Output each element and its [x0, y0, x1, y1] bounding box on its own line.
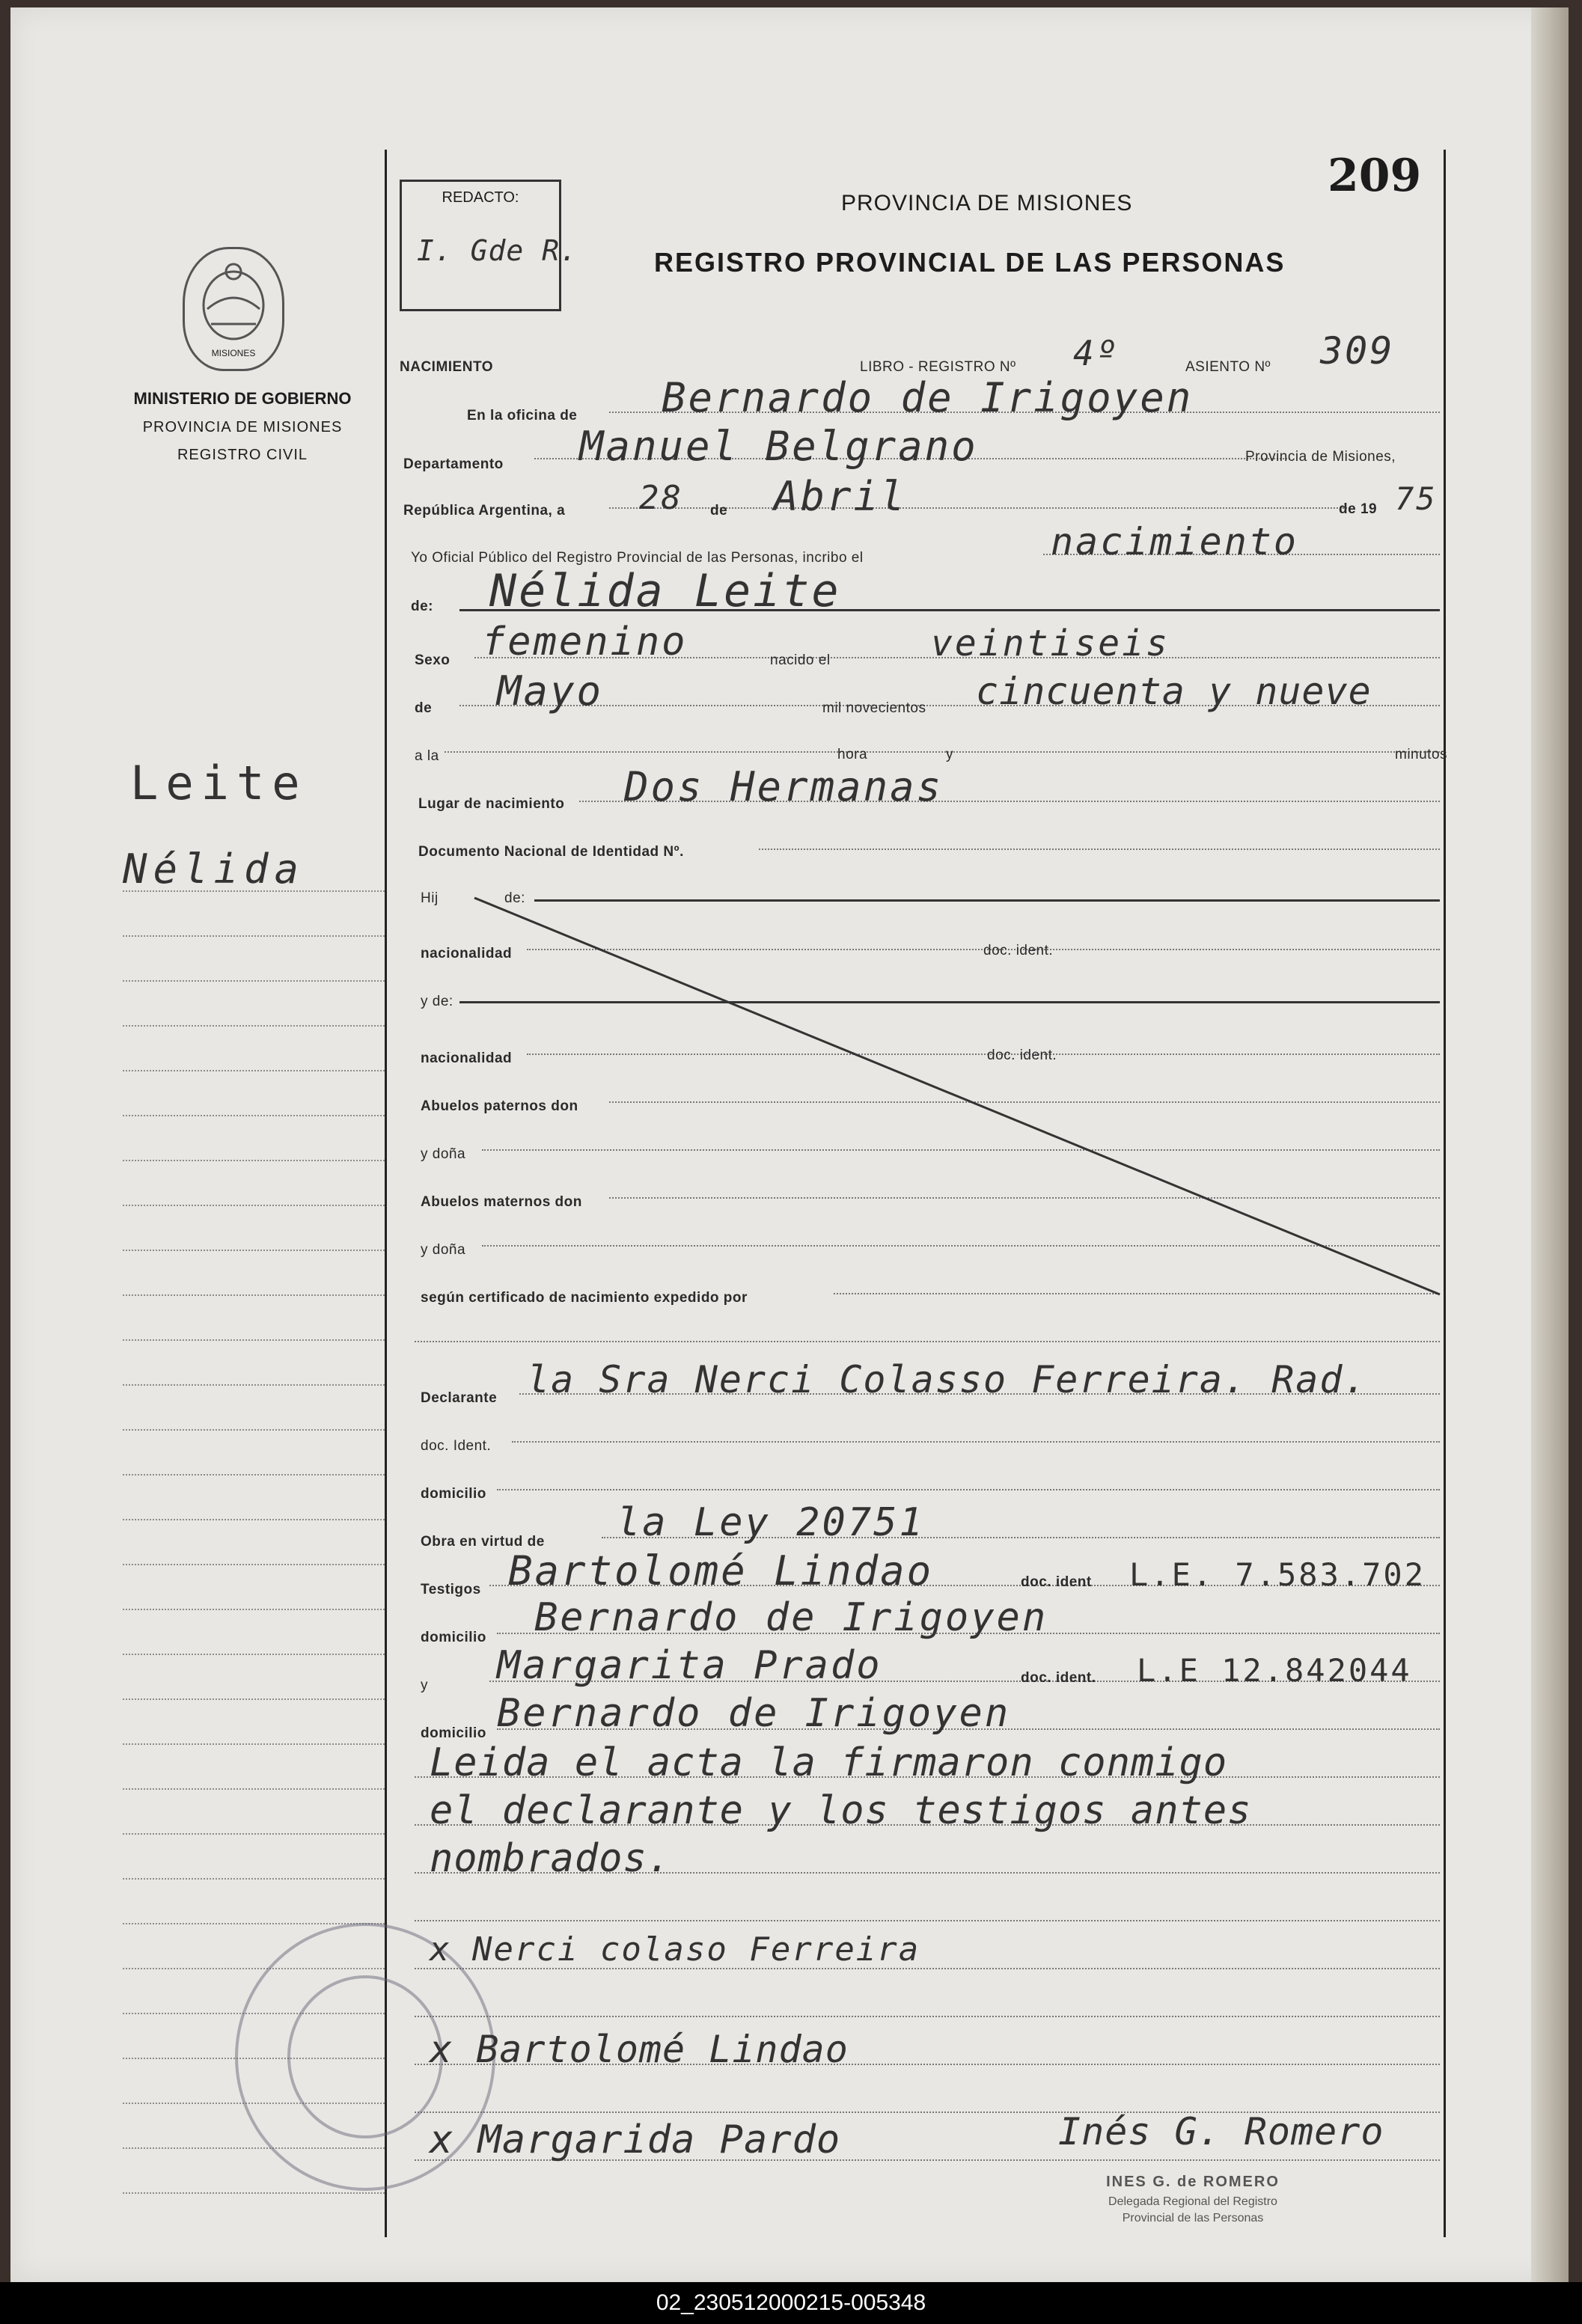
nacimiento-label: NACIMIENTO	[400, 359, 493, 375]
ydona2-label: y doña	[421, 1242, 466, 1258]
asiento-label: ASIENTO Nº	[1185, 359, 1271, 375]
sexo-label: Sexo	[415, 652, 451, 668]
dni-label: Documento Nacional de Identidad Nº.	[418, 844, 684, 860]
closing-line-2: el declarante y los testigos antes	[430, 1788, 1252, 1833]
asiento-value: 309	[1320, 329, 1395, 373]
officer-stamp-title: Delegada Regional del Registro	[1108, 2195, 1277, 2208]
redacto-value: I. Gde R.	[417, 234, 578, 267]
provincia-heading: PROVINCIA DE MISIONES	[841, 191, 1133, 215]
ministry-name: MINISTERIO DE GOBIERNO	[133, 389, 352, 408]
abuelos-pat-label: Abuelos paternos don	[421, 1098, 578, 1114]
docident4-label: doc. ident	[1021, 1574, 1092, 1590]
libro-label: LIBRO - REGISTRO Nº	[860, 359, 1016, 375]
margin-given-name: Nélida	[123, 845, 305, 893]
margin-surname: Leite	[130, 756, 308, 810]
domicilio3-label: domicilio	[421, 1725, 486, 1741]
signature-testigo-1: x Bartolomé Lindao	[430, 2028, 849, 2071]
y2-label: y	[421, 1678, 428, 1693]
anio-label: de 19	[1339, 501, 1378, 517]
domicilio1-label: domicilio	[421, 1486, 486, 1502]
registro-heading: REGISTRO PROVINCIAL DE LAS PERSONAS	[654, 247, 1286, 278]
seal-label: MISIONES	[211, 348, 256, 358]
lugar-label: Lugar de nacimiento	[418, 796, 565, 812]
oficina-label: En la oficina de	[467, 408, 578, 423]
officer-stamp-name: INES G. de ROMERO	[1106, 2174, 1280, 2190]
domicilio2-label: domicilio	[421, 1630, 486, 1645]
yde-label: y de:	[421, 994, 453, 1009]
officer-stamp	[1036, 2174, 1350, 2225]
nacionalidad1-label: nacionalidad	[421, 946, 513, 961]
de2-label: de	[415, 700, 433, 716]
sexo-value: femenino	[482, 620, 688, 664]
dia-value: 28	[639, 479, 683, 517]
provincia-label: Provincia de Misiones,	[1245, 449, 1396, 465]
domicilio3-value: Bernardo de Irigoyen	[497, 1691, 1011, 1736]
docident2-label: doc. ident.	[987, 1048, 1057, 1063]
departamento-label: Departamento	[403, 456, 504, 472]
book-spine	[1531, 7, 1569, 2282]
certificado-label: según certificado de nacimiento expedido por	[421, 1290, 748, 1306]
nacido-value: veintiseis	[931, 623, 1170, 664]
minutos-label: minutos	[1395, 747, 1448, 762]
obra-label: Obra en virtud de	[421, 1534, 545, 1550]
docident3-label: doc. Ident.	[421, 1438, 492, 1454]
closing-line-3: nombrados.	[430, 1836, 672, 1881]
testigo2-doc: L.E 12.842044	[1137, 1652, 1412, 1689]
officer-stamp-office: Provincial de las Personas	[1122, 2212, 1264, 2224]
oficial-value: nacimiento	[1051, 520, 1299, 563]
ministry-province: PROVINCIA DE MISIONES	[142, 419, 343, 435]
abuelos-mat-label: Abuelos maternos don	[421, 1194, 582, 1210]
y-label: y	[946, 747, 953, 762]
anio-value: 75	[1395, 480, 1438, 517]
docident5-label: doc. ident.	[1021, 1670, 1096, 1686]
cancel-diagonal-line	[10, 7, 1507, 2252]
docident1-label: doc. ident.	[983, 943, 1054, 958]
signature-declarante: x Nerci colaso Ferreira	[430, 1930, 920, 1969]
mes-nac-value: Mayo	[497, 667, 604, 715]
closing-line-1: Leida el acta la firmaron conmigo	[430, 1740, 1228, 1785]
mes-value: Abril	[774, 473, 907, 520]
testigo1-doc: L.E. 7.583.702	[1129, 1556, 1426, 1593]
ydona1-label: y doña	[421, 1146, 466, 1162]
ministry-registry: REGISTRO CIVIL	[177, 447, 308, 463]
obra-value: la Ley 20751	[617, 1500, 925, 1545]
oficina-value: Bernardo de Irigoyen	[662, 374, 1194, 421]
declarante-value: la Sra Nerci Colasso Ferreira. Rad.	[527, 1358, 1368, 1401]
registry-round-stamp-inner	[287, 1975, 443, 2138]
hij-label: Hij	[421, 890, 439, 906]
testigo1-value: Bartolomé Lindao	[508, 1547, 934, 1594]
image-caption: 02_230512000215-005348	[0, 2282, 1582, 2324]
de3-label: de:	[504, 890, 525, 906]
anio-nac-value: cincuenta y nueve	[976, 670, 1372, 713]
nombre-value: Nélida Leite	[489, 565, 841, 617]
mil-label: mil novecientos	[822, 700, 926, 716]
ala-label: a la	[415, 748, 439, 764]
nacionalidad2-label: nacionalidad	[421, 1051, 513, 1066]
oficial-label: Yo Oficial Público del Registro Provincial de las Personas, incribo el	[411, 550, 864, 566]
testigo2-value: Margarita Prado	[497, 1643, 882, 1688]
hora-label: hora	[837, 747, 868, 762]
lugar-value: Dos Hermanas	[624, 763, 944, 810]
signature-officer: Inés G. Romero	[1058, 2110, 1384, 2153]
page-number: 209	[1328, 150, 1422, 202]
redacto-label: REDACTO:	[442, 189, 519, 206]
signature-testigo-2: x Margarida Pardo	[430, 2117, 841, 2162]
declarante-label: Declarante	[421, 1390, 498, 1406]
de-nombre-label: de:	[411, 599, 433, 614]
nacido-label: nacido el	[770, 652, 831, 668]
domicilio2-value: Bernardo de Irigoyen	[534, 1595, 1048, 1640]
register-page	[10, 7, 1569, 2282]
libro-value: 4º	[1073, 333, 1120, 373]
departamento-value: Manuel Belgrano	[579, 423, 978, 470]
de-label: de	[710, 503, 728, 519]
testigos-label: Testigos	[421, 1582, 481, 1597]
republica-label: República Argentina, a	[403, 503, 566, 519]
